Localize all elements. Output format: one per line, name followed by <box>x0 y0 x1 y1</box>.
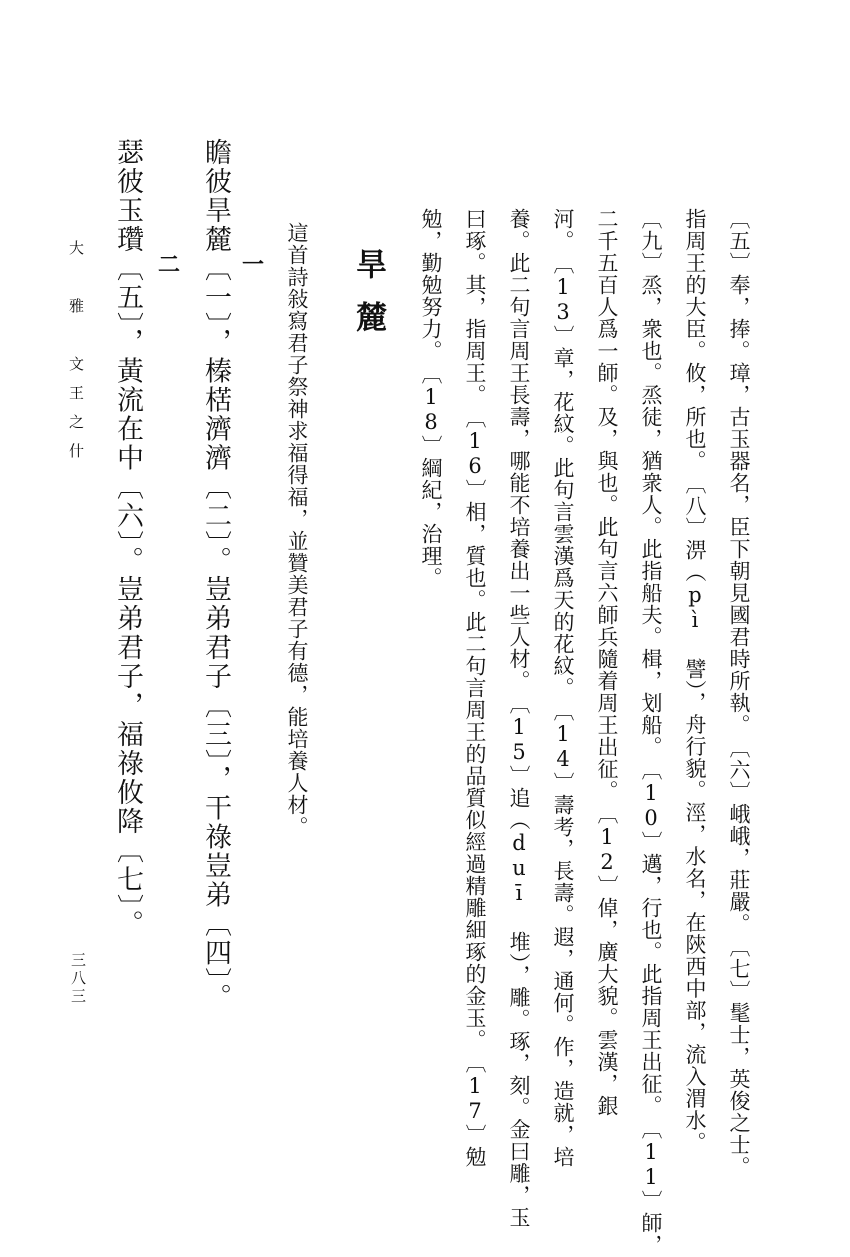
page-number: 三八三 <box>69 952 87 1006</box>
stanza-2: 瑟彼玉瓚〔五〕，黃流在中〔六〕。豈弟君子，福祿攸降〔七〕。 <box>112 138 143 939</box>
poem-title: 旱麓 <box>350 248 386 354</box>
poem-intro: 這首詩敍寫君子祭神求福得福，並贊美君子有德，能培養人材。 <box>285 222 309 838</box>
footnote-line-7: 曰琢。其，指周王。 〔16〕相，質也。此二句言周王的品質似經過精雕細琢的金玉。 〔17〕勉 <box>463 208 487 1168</box>
footnote-line-8: 勉，勤勉努力。 〔18〕綱紀，治理。 <box>419 208 443 589</box>
section-number-2: 二 <box>157 252 180 278</box>
section-number-1: 一 <box>241 252 264 278</box>
stanza-1: 瞻彼旱麓〔一〕，榛楛濟濟〔二〕。豈弟君子〔三〕，干祿豈弟〔四〕。 <box>200 138 231 1012</box>
footnote-line-3: 〔九〕烝，衆也。烝徒，猶衆人。此指船夫。楫，划船。 〔10〕邁，行也。此指周王出征。 〔11〕師， <box>639 208 663 1256</box>
footnote-line-2: 指周王的大臣。攸，所也。 〔八〕淠（pì 譬），舟行貌。涇，水名，在陝西中部，流入渭水。 <box>683 208 707 1154</box>
footnote-line-4: 二千五百人爲一師。及，與也。此句言六師兵隨着周王出征。 〔12〕倬，廣大貌。雲漢，銀 <box>595 208 619 1117</box>
footnote-line-1: 〔五〕奉，捧。璋，古玉器名，臣下朝見國君時所執。 〔六〕峨峨，莊嚴。 〔七〕髦士，英俊之士。 <box>727 208 751 1178</box>
running-header: 大 雅 文王之什 <box>67 240 85 472</box>
footnote-line-5: 河。 〔13〕章，花紋。此句言雲漢爲天的花紋。 〔14〕壽考，長壽。遐，通何。作，造就，培 <box>551 208 575 1168</box>
footnote-line-6: 養。此二句言周王長壽，哪能不培養出一些人材。 〔15〕追（duī 堆），雕。琢，刻。金曰雕，玉 <box>507 208 531 1229</box>
